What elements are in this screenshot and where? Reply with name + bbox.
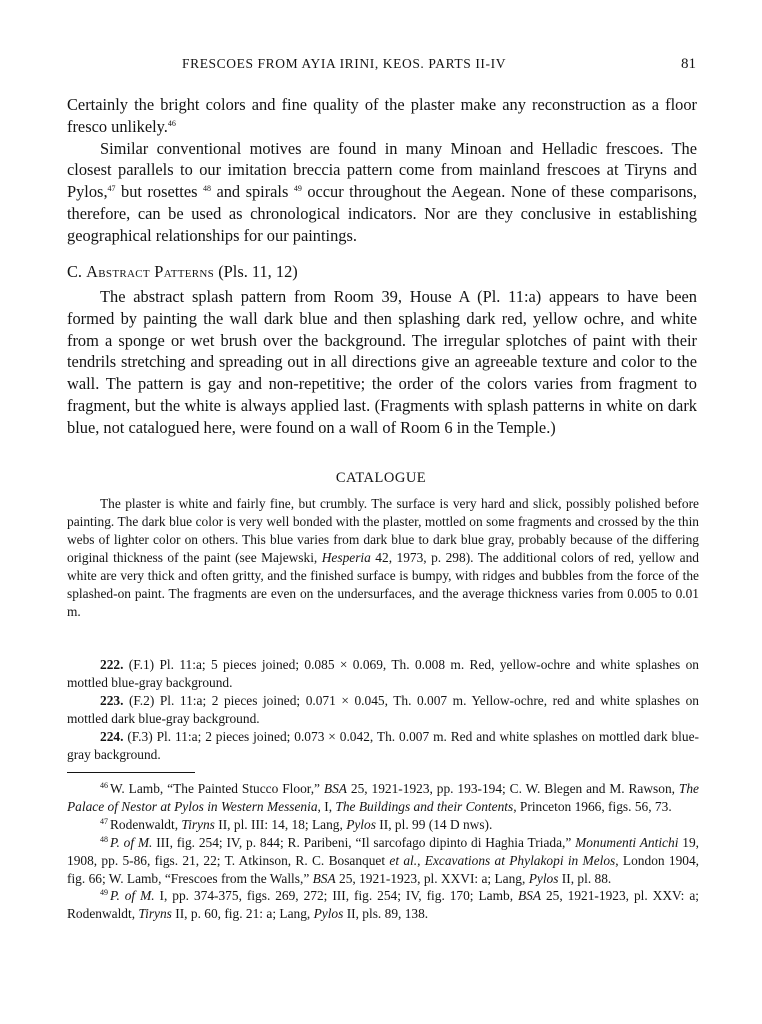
section-title: Abstract Patterns <box>86 262 215 281</box>
footnote-46: $^{46}$ W. Lamb, “The Painted Stucco Floor,” BSA 25, 1921-1923, pp. 193-194; C. W. Blegen and M. Rawson, The Palace of Nestor at Pylos in Western Messenia, I, The Buildings and their Contents, Princeton 1966, figs. 56, 73. <box>67 781 699 814</box>
section-heading <box>67 262 298 282</box>
running-head-title: FRESCOES FROM AYIA IRINI, KEOS. PARTS II-IV <box>182 56 507 71</box>
abstract-patterns-body <box>67 286 697 439</box>
catalogue-entry-224: 224. (F.3) Pl. 11:a; 2 pieces joined; 0.073 × 0.042, Th. 0.007 m. Red and white splashes on mottled dark blue-gray background. <box>67 729 699 762</box>
footnote-ref-49: 49 <box>293 184 302 194</box>
intro-paragraphs <box>67 94 697 247</box>
page-number: 81 <box>681 56 696 72</box>
section-plates: (Pls. 11, 12) <box>218 262 298 281</box>
catalogue-heading: CATALOGUE <box>335 470 427 486</box>
running-head <box>0 56 762 80</box>
catalogue-entries <box>67 656 699 764</box>
catalogue-entry-222: 222. (F.1) Pl. 11:a; 5 pieces joined; 0.085 × 0.069, Th. 0.008 m. Red, yellow-ochre and white splashes on mottled blue-gray background. <box>67 657 699 690</box>
journal-title: Hesperia <box>321 550 371 565</box>
footnote-ref-48: 48 <box>202 184 211 194</box>
footnote-49: $^{49}$ P. of M. I, pp. 374-375, figs. 269, 272; III, fig. 254; IV, fig. 170; Lamb, BSA 25, 1921-1923, pl. XXV: a; Rodenwaldt, Tiryns II, p. 60, fig. 21: a; Lang, Pylos II, pls. 89, 138. <box>67 888 699 922</box>
footnote-rule <box>67 772 195 773</box>
footnote-ref-47: 47 <box>107 184 116 194</box>
footnote-47: $^{47}$ Rodenwaldt, Tiryns II, pl. III: 14, 18; Lang, Pylos II, pl. 99 (14 D nws). <box>100 816 493 832</box>
paragraph-floor-fresco: Certainly the bright colors and fine quality of the plaster make any reconstruction as a floor fresco unlikely.$^{46}$ <box>67 95 697 136</box>
catalogue-entry-223: 223. (F.2) Pl. 11:a; 2 pieces joined; 0.071 × 0.045, Th. 0.007 m. Yellow-ochre, red and white splashes on mottled dark blue-gray background. <box>67 693 699 726</box>
catalogue-intro: The plaster is white and fairly fine, but crumbly. The surface is very hard and slick, possibly polished before painting. The dark blue color is very well bonded with the plaster, mottled on some fragments and crossed by the thin webs of lighter color on others. This blue varies from dark blue to dark blue gray, probably because of the differing original thickness of the paint (see Majewski, Hesperia 42, 1973, p. 298). The additional colors of red, yellow and white are very thick and often gritty, and the finished surface is bumpy, with ridges and bubbles from the force of the splashed-on paint. The fragments are even on the undersurfaces, and the average thickness varies from 0.005 to 0.01 m. <box>67 496 699 619</box>
footnote-48: $^{48}$ P. of M. III, fig. 254; IV, p. 844; R. Paribeni, “Il sarcofago dipinto di Haghia Triada,” Monumenti Antichi 19, 1908, pp. 5-86, figs. 21, 22; T. Atkinson, R. C. Bosanquet et al., Excavations at Phylakopi in Melos, London 1904, fig. 66; W. Lamb, “Frescoes from the Walls,” BSA 25, 1921-1923, pl. XXVI: a; Lang, Pylos II, pl. 88. <box>67 834 700 886</box>
paragraph-parallels: Similar conventional motives are found in many Minoan and Helladic frescoes. The closest parallels to our imitation breccia pattern come from mainland frescoes at Tiryns and Pylos,$^{47}$ but rosettes $^{48}$ and spirals $^{49}$ occur throughout the Aegean. None of these comparisons, therefore, can be used as chronological indicators. Nor are they conclusive in establishing geographical relationships for our paintings. <box>67 138 697 245</box>
footnotes <box>67 780 699 923</box>
section-letter: C. <box>67 262 83 281</box>
paragraph-splash-pattern: The abstract splash pattern from Room 39, House A (Pl. 11:a) appears to have been formed by painting the wall dark blue and then splashing dark red, yellow ochre, and white from a sponge or wet brush over the background. The irregular splotches of paint with their tendrils stretching and spreading out in all directions give an agreeable texture and color to the wall. The pattern is gay and non-repetitive; the order of the colors varies from fragment to fragment, but the white is always applied last. (Fragments with splash patterns in white on dark blue, not catalogued here, were found on a wall of Room 6 in the Temple.) <box>67 287 697 437</box>
footnote-ref-46: 46 <box>167 118 176 128</box>
